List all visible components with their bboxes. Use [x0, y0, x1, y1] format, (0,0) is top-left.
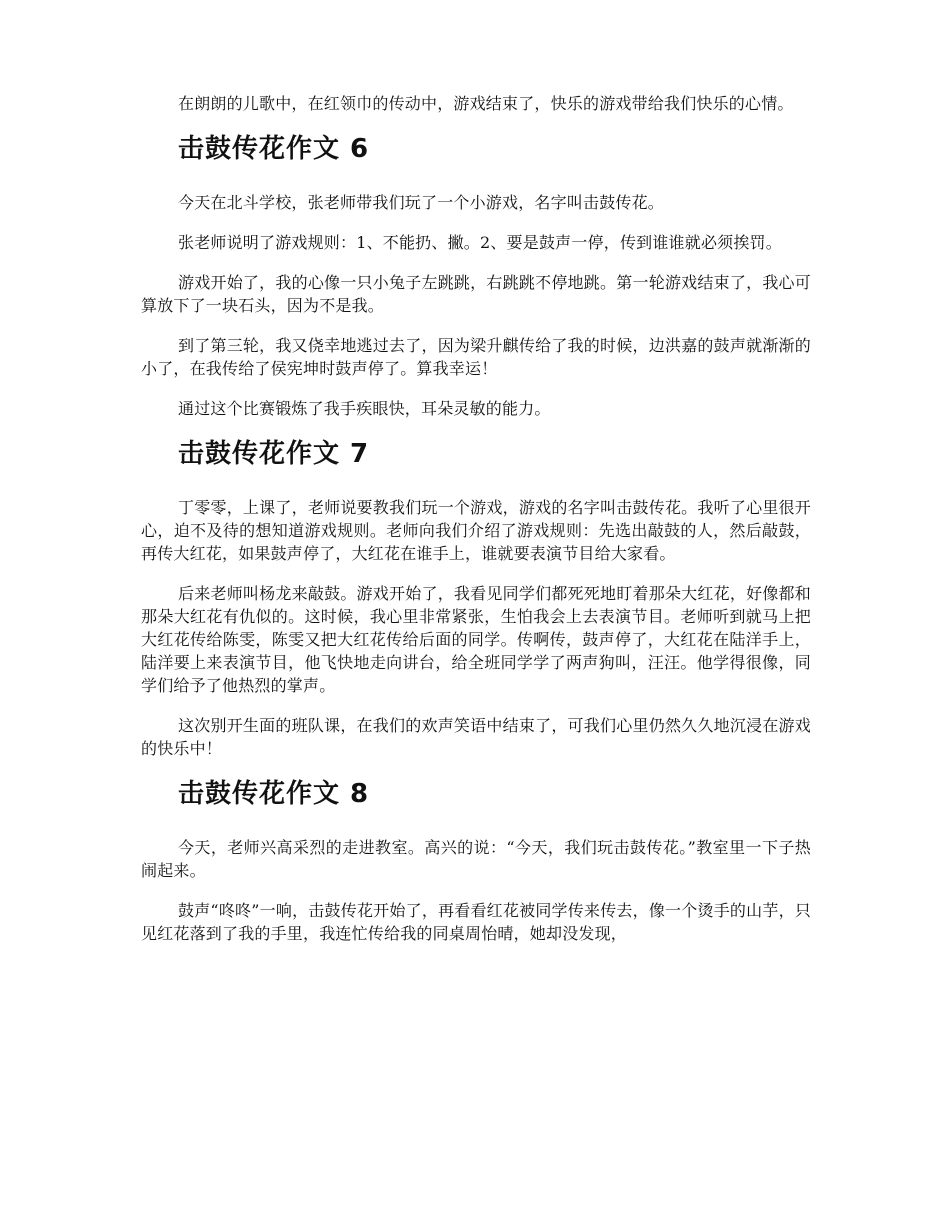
section-heading: 击鼓传花作文 6 [178, 134, 370, 164]
section-heading: 击鼓传花作文 8 [178, 779, 370, 809]
section-6 [141, 132, 811, 420]
document-page [141, 92, 811, 962]
paragraph: 鼓声“咚咚”一响，击鼓传花开始了，再看看红花被同学传来传去，像一个烫手的山芋，只见红花落到了我的手里，我连忙传给我的同桌周怡晴，她却没发现， [141, 901, 811, 943]
paragraph: 通过这个比赛锻炼了我手疾眼快，耳朵灵敏的能力。 [178, 399, 551, 418]
intro-paragraph: 在朗朗的儿歌中，在红领巾的传动中，游戏结束了，快乐的游戏带给我们快乐的心情。 [178, 94, 794, 113]
section-7 [141, 437, 811, 760]
paragraph: 丁零零，上课了，老师说要教我们玩一个游戏，游戏的名字叫击鼓传花。我听了心里很开心，迫不及待的想知道游戏规则。老师向我们介绍了游戏规则：先选出敲鼓的人，然后敲鼓，再传大红花，如果鼓声停了，大红花在谁手上，谁就要表演节目给大家看。 [141, 498, 811, 563]
paragraph: 今天在北斗学校，张老师带我们玩了一个小游戏，名字叫击鼓传花。 [178, 193, 665, 212]
paragraph: 后来老师叫杨龙来敲鼓。游戏开始了，我看见同学们都死死地盯着那朵大红花，好像都和那朵大红花有仇似的。这时候，我心里非常紧张，生怕我会上去表演节目。老师听到就马上把大红花传给陈雯，陈雯又把大红花传给后面的同学。传啊传，鼓声停了，大红花在陆洋手上，陆洋要上来表演节目，他飞快地走向讲台，给全班同学学了两声狗叫，汪汪。他学得很像，同学们给予了他热烈的掌声。 [141, 584, 811, 695]
paragraph: 游戏开始了，我的心像一只小兔子左跳跳，右跳跳不停地跳。第一轮游戏结束了，我心可算放下了一块石头，因为不是我。 [141, 273, 811, 315]
section-heading: 击鼓传花作文 7 [178, 439, 370, 469]
paragraph: 今天，老师兴高采烈的走进教室。高兴的说：“今天，我们玩击鼓传花。”教室里一下子热闹起来。 [141, 838, 811, 880]
paragraph: 这次别开生面的班队课，在我们的欢声笑语中结束了，可我们心里仍然久久地沉浸在游戏的快乐中！ [141, 716, 811, 758]
paragraph: 张老师说明了游戏规则：1、不能扔、撇。2、要是鼓声一停，传到谁谁就必须挨罚。 [178, 233, 782, 252]
paragraph: 到了第三轮，我又侥幸地逃过去了，因为梁升麒传给了我的时候，边洪嘉的鼓声就渐渐的小了，在我传给了侯宪坤时鼓声停了。算我幸运！ [141, 336, 811, 378]
section-8 [141, 777, 811, 945]
